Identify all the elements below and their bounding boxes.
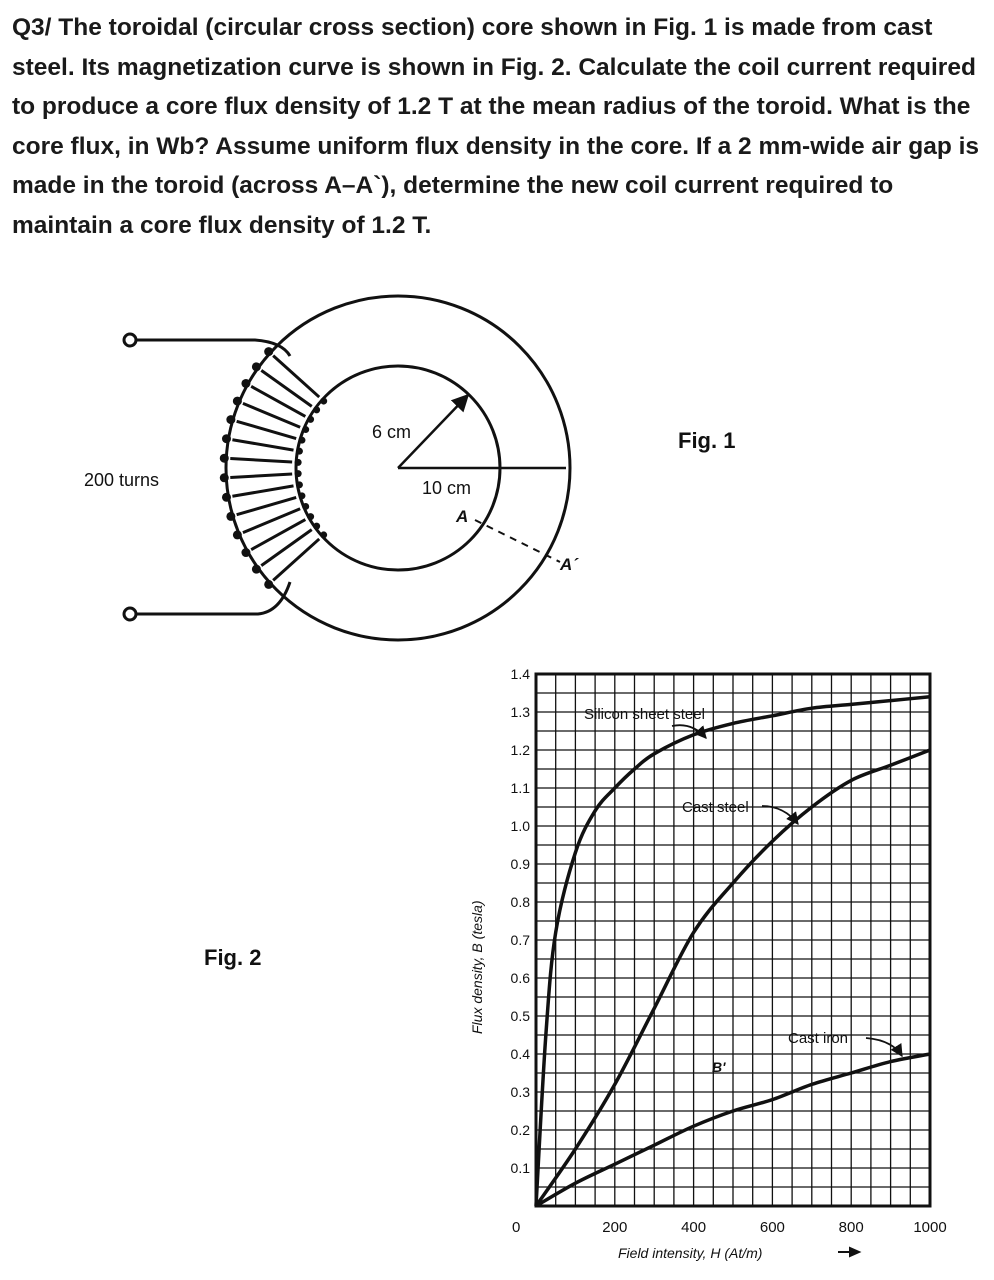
winding-dot-outer [226,512,235,521]
y-axis-label: Flux density, B (tesla) [469,900,485,1034]
y-tick-label: 0.6 [510,970,530,986]
winding-dot-outer [233,397,242,406]
winding-dot-inner [295,459,302,466]
y-tick-labels [511,666,531,1176]
winding-turn [273,539,319,580]
winding-dot-outer [226,415,235,424]
y-tick-label: 0.5 [510,1008,530,1024]
winding-turn [230,459,292,462]
winding-turn [232,486,293,496]
winding-turn [243,403,300,427]
winding-dot-outer [220,473,229,482]
winding-turn [261,370,311,406]
winding-turn [237,497,297,514]
winding-dot-inner [302,503,309,510]
winding-turn [243,509,300,533]
question-seg-2: is made from cast steel. Its magnetization curve is shown in [12,14,933,81]
coil-windings [220,347,327,589]
winding-turn [273,356,319,397]
winding-dot-inner [295,470,302,477]
y-tick-label: 0.8 [510,894,530,910]
winding-dot-inner [302,426,309,433]
winding-dot-inner [298,492,305,499]
section-line-a-a-prime [475,520,560,562]
winding-dot-inner [307,513,314,520]
winding-turn [230,474,292,477]
winding-dot-outer [252,565,261,574]
fig2-caption: Fig. 2 [204,945,262,970]
toroid-figure [84,296,735,640]
y-tick-label: 0.4 [510,1046,530,1062]
fig2-ref: Fig. 2 [500,53,565,81]
annotation-b-prime: B' [712,1059,726,1075]
point-a-prime-label: A´ [560,555,578,574]
y-tick-label: 0.1 [510,1160,530,1176]
fig1-caption: Fig. 1 [678,428,736,453]
question-seg-1: The toroidal (circular cross section) core shown in [51,14,654,41]
origin-label: 0 [512,1219,521,1236]
inner-radius-label: 6 cm [372,422,412,442]
winding-dot-inner [296,448,303,455]
x-tick-label: 600 [759,1219,785,1236]
winding-dot-outer [222,493,231,502]
turns-label: 200 turns [84,470,160,490]
winding-turn [232,440,293,450]
y-tick-label: 1.2 [510,742,530,758]
y-tick-label: 0.2 [510,1122,530,1138]
x-tick-labels [602,1219,946,1236]
y-tick-label: 0.7 [510,932,530,948]
x-tick-label: 200 [602,1219,628,1236]
winding-dot-outer [222,434,231,443]
winding-dot-outer [264,580,273,589]
winding-turn [261,530,311,566]
winding-turn [237,421,297,438]
winding-dot-outer [241,548,250,557]
question-number: Q3/ [12,14,52,41]
winding-dot-inner [320,531,327,538]
x-tick-label: 800 [838,1219,864,1236]
x-axis-label: Field intensity, H (At/m) [618,1245,763,1261]
winding-dot-inner [298,437,305,444]
y-tick-label: 1.4 [510,666,530,682]
x-tick-label: 1000 [913,1219,947,1236]
outer-radius-label: 10 cm [422,478,472,498]
terminal-bottom[interactable] [124,608,136,620]
y-tick-label: 1.3 [510,704,530,720]
terminal-top[interactable] [124,334,136,346]
x-tick-label: 400 [681,1219,707,1236]
y-tick-label: 0.3 [510,1084,530,1100]
winding-dot-inner [313,523,320,530]
y-tick-label: 1.0 [510,818,530,834]
series-label-cast-steel: Cast steel [682,799,749,816]
bh-chart [469,666,947,1261]
chart-grid [536,674,930,1206]
winding-dot-outer [233,530,242,539]
y-tick-label: 0.9 [510,856,530,872]
winding-dot-inner [313,406,320,413]
x-axis-arrow-icon [838,1248,859,1256]
winding-dot-outer [264,347,273,356]
y-tick-label: 1.1 [510,780,530,796]
point-a-label: A [456,507,469,526]
winding-turn [251,520,305,550]
winding-dot-outer [241,379,250,388]
question-seg-3: . Calculate the coil current required to produce a core flux density of 1.2 T at the mean radius of the toroid. What is the core flux, in Wb? Assume uniform flux density in the core. If a 2 mm-wide air gap is made in the toroid (across A–A`), determine the new coil current required to maintain a core flux density of 1.2 T. [12,53,980,239]
winding-turn [251,386,305,416]
winding-dot-inner [296,481,303,488]
series-label-cast-iron: Cast iron [788,1030,849,1047]
winding-dot-outer [220,454,229,463]
winding-dot-outer [252,362,261,371]
series-label-silicon: Silicon sheet steel [584,706,705,723]
winding-dot-inner [307,416,314,423]
winding-dot-inner [320,398,327,405]
fig1-ref: Fig. 1 [653,14,718,41]
